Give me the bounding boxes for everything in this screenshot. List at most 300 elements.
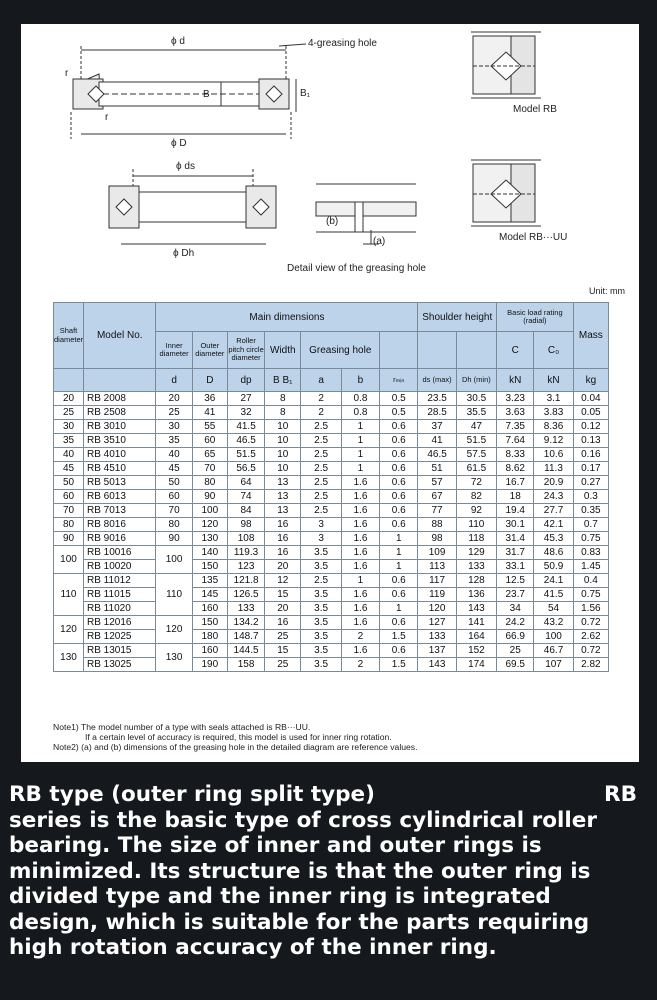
- value-cell: 1: [341, 574, 379, 588]
- table-row: [54, 504, 609, 518]
- value-cell: 3: [301, 532, 341, 546]
- value-cell: 120: [418, 602, 456, 616]
- value-cell: 74: [227, 490, 264, 504]
- description-rb-tag: RB: [604, 782, 637, 807]
- shaft-cell: 80: [54, 518, 84, 532]
- label-model-rb: Model RB: [513, 104, 557, 115]
- model-cell: RB 2508: [84, 406, 156, 420]
- value-cell: 36: [192, 392, 227, 406]
- value-cell: 1.45: [573, 560, 608, 574]
- label-model-rbuu: Model RB···UU: [499, 232, 568, 243]
- inner-diameter-cell: 120: [156, 616, 192, 644]
- header-ds-blank: [418, 332, 456, 369]
- model-cell: RB 5013: [84, 476, 156, 490]
- value-cell: 61.5: [456, 462, 496, 476]
- value-cell: 8: [265, 406, 301, 420]
- value-cell: 3.83: [534, 406, 573, 420]
- value-cell: 12.5: [497, 574, 534, 588]
- value-cell: 127: [418, 616, 456, 630]
- label-r-top: r: [65, 68, 69, 79]
- value-cell: 1: [380, 560, 418, 574]
- value-cell: 16.7: [497, 476, 534, 490]
- value-cell: 47: [456, 420, 496, 434]
- value-cell: 98: [418, 532, 456, 546]
- value-cell: 140: [192, 546, 227, 560]
- label-detail-view: Detail view of the greasing hole: [287, 263, 426, 274]
- value-cell: 1.6: [341, 644, 379, 658]
- value-cell: 144.5: [227, 644, 264, 658]
- header-model-sym: [84, 369, 156, 392]
- value-cell: 23.5: [418, 392, 456, 406]
- value-cell: 0.83: [573, 546, 608, 560]
- header-main-dimensions: Main dimensions: [156, 303, 418, 332]
- value-cell: 0.72: [573, 644, 608, 658]
- header-outer: Outer diameter: [192, 332, 227, 369]
- value-cell: 1: [380, 602, 418, 616]
- header-sym-a: a: [301, 369, 341, 392]
- value-cell: 137: [418, 644, 456, 658]
- value-cell: 7.64: [497, 434, 534, 448]
- table-row: [54, 616, 609, 630]
- value-cell: 0.05: [573, 406, 608, 420]
- value-cell: 54: [534, 602, 573, 616]
- value-cell: 2.5: [301, 462, 341, 476]
- value-cell: 113: [418, 560, 456, 574]
- description-line-6: design, which is suitable for the parts requiring: [9, 909, 590, 935]
- value-cell: 3.5: [301, 602, 341, 616]
- header-pitch: Roller pitch circle diameter: [227, 332, 264, 369]
- value-cell: 3: [301, 518, 341, 532]
- value-cell: 133: [418, 630, 456, 644]
- value-cell: 13: [265, 490, 301, 504]
- value-cell: 126.5: [227, 588, 264, 602]
- value-cell: 40: [156, 448, 192, 462]
- value-cell: 0.16: [573, 448, 608, 462]
- value-cell: 1: [341, 420, 379, 434]
- value-cell: 31.7: [497, 546, 534, 560]
- header-width: Width: [265, 332, 301, 369]
- value-cell: 16: [265, 616, 301, 630]
- value-cell: 100: [192, 504, 227, 518]
- value-cell: 25: [156, 406, 192, 420]
- description-line-1: RB type (outer ring split type): [9, 782, 375, 807]
- label-d: ϕ d: [171, 36, 185, 47]
- value-cell: 2: [301, 392, 341, 406]
- model-cell: RB 10020: [84, 560, 156, 574]
- shaft-cell: 110: [54, 574, 84, 616]
- table-row: [54, 574, 609, 588]
- spec-sheet: [21, 24, 639, 762]
- value-cell: 1.6: [341, 560, 379, 574]
- value-cell: 121.8: [227, 574, 264, 588]
- value-cell: 118: [456, 532, 496, 546]
- value-cell: 42.1: [534, 518, 573, 532]
- model-cell: RB 3510: [84, 434, 156, 448]
- value-cell: 0.6: [380, 588, 418, 602]
- value-cell: 150: [192, 560, 227, 574]
- value-cell: 30.1: [497, 518, 534, 532]
- value-cell: 174: [456, 658, 496, 672]
- value-cell: 90: [192, 490, 227, 504]
- value-cell: 1.6: [341, 476, 379, 490]
- value-cell: 24.3: [534, 490, 573, 504]
- table-row: [54, 392, 609, 406]
- value-cell: 3.5: [301, 630, 341, 644]
- note-2: Note2) (a) and (b) dimensions of the greasing hole in the detailed diagram are reference values.: [53, 742, 418, 752]
- shaft-cell: 30: [54, 420, 84, 434]
- value-cell: 64: [227, 476, 264, 490]
- value-cell: 0.72: [573, 616, 608, 630]
- value-cell: 1.6: [341, 588, 379, 602]
- value-cell: 3.5: [301, 616, 341, 630]
- value-cell: 77: [418, 504, 456, 518]
- label-detail-b: (b): [326, 216, 339, 227]
- value-cell: 46.5: [227, 434, 264, 448]
- value-cell: 0.6: [380, 504, 418, 518]
- value-cell: 51.5: [456, 434, 496, 448]
- value-cell: 0.75: [573, 532, 608, 546]
- shaft-cell: 20: [54, 392, 84, 406]
- value-cell: 90: [156, 532, 192, 546]
- value-cell: 57.5: [456, 448, 496, 462]
- value-cell: 119: [418, 588, 456, 602]
- table-row: [54, 462, 609, 476]
- value-cell: 41: [418, 434, 456, 448]
- value-cell: 133: [227, 602, 264, 616]
- table-row: [54, 434, 609, 448]
- header-sym-dp: dp: [227, 369, 264, 392]
- value-cell: 80: [192, 476, 227, 490]
- value-cell: 129: [456, 546, 496, 560]
- table-row: [54, 560, 609, 574]
- value-cell: 150: [192, 616, 227, 630]
- value-cell: 100: [534, 630, 573, 644]
- value-cell: 43.2: [534, 616, 573, 630]
- value-cell: 16: [265, 546, 301, 560]
- value-cell: 45: [156, 462, 192, 476]
- model-cell: RB 10016: [84, 546, 156, 560]
- model-cell: RB 13015: [84, 644, 156, 658]
- label-Dh: ϕ Dh: [173, 248, 195, 259]
- header-sym-rmin: rₘᵢₙ: [380, 369, 418, 392]
- table-row: [54, 406, 609, 420]
- model-cell: RB 12025: [84, 630, 156, 644]
- shaft-cell: 25: [54, 406, 84, 420]
- model-cell: RB 8016: [84, 518, 156, 532]
- value-cell: 145: [192, 588, 227, 602]
- value-cell: 10: [265, 448, 301, 462]
- value-cell: 37: [418, 420, 456, 434]
- value-cell: 1.6: [341, 602, 379, 616]
- value-cell: 8.62: [497, 462, 534, 476]
- value-cell: 25: [265, 658, 301, 672]
- value-cell: 0.6: [380, 644, 418, 658]
- model-cell: RB 9016: [84, 532, 156, 546]
- description: [9, 782, 651, 961]
- header-shaft: Shaft diameter: [54, 303, 84, 369]
- value-cell: 1.6: [341, 532, 379, 546]
- value-cell: 15: [265, 588, 301, 602]
- table-row: [54, 546, 609, 560]
- value-cell: 0.6: [380, 518, 418, 532]
- header-shoulder: Shoulder height: [418, 303, 497, 332]
- shaft-cell: 35: [54, 434, 84, 448]
- header-sym-dh: Dh (min): [456, 369, 496, 392]
- model-cell: RB 3010: [84, 420, 156, 434]
- value-cell: 70: [192, 462, 227, 476]
- value-cell: 50.9: [534, 560, 573, 574]
- value-cell: 1.6: [341, 616, 379, 630]
- value-cell: 28.5: [418, 406, 456, 420]
- shaft-cell: 50: [54, 476, 84, 490]
- value-cell: 152: [456, 644, 496, 658]
- shaft-cell: 100: [54, 546, 84, 574]
- value-cell: 45.3: [534, 532, 573, 546]
- value-cell: 119.3: [227, 546, 264, 560]
- value-cell: 3.5: [301, 658, 341, 672]
- value-cell: 23.7: [497, 588, 534, 602]
- value-cell: 110: [456, 518, 496, 532]
- value-cell: 1: [341, 462, 379, 476]
- value-cell: 3.63: [497, 406, 534, 420]
- value-cell: 130: [192, 532, 227, 546]
- value-cell: 16: [265, 518, 301, 532]
- shaft-cell: 120: [54, 616, 84, 644]
- value-cell: 1.6: [341, 504, 379, 518]
- value-cell: 20: [156, 392, 192, 406]
- value-cell: 9.12: [534, 434, 573, 448]
- value-cell: 10: [265, 420, 301, 434]
- value-cell: 160: [192, 644, 227, 658]
- value-cell: 2: [341, 630, 379, 644]
- value-cell: 15: [265, 644, 301, 658]
- value-cell: 0.6: [380, 448, 418, 462]
- value-cell: 1.5: [380, 658, 418, 672]
- value-cell: 0.8: [341, 392, 379, 406]
- value-cell: 84: [227, 504, 264, 518]
- value-cell: 34: [497, 602, 534, 616]
- value-cell: 134.2: [227, 616, 264, 630]
- model-cell: RB 2008: [84, 392, 156, 406]
- value-cell: 0.6: [380, 462, 418, 476]
- value-cell: 0.12: [573, 420, 608, 434]
- value-cell: 8.33: [497, 448, 534, 462]
- value-cell: 0.6: [380, 476, 418, 490]
- value-cell: 2.5: [301, 504, 341, 518]
- value-cell: 88: [418, 518, 456, 532]
- value-cell: 1.56: [573, 602, 608, 616]
- shaft-cell: 90: [54, 532, 84, 546]
- header-greasing: Greasing hole: [301, 332, 380, 369]
- shaft-cell: 70: [54, 504, 84, 518]
- model-cell: RB 12016: [84, 616, 156, 630]
- value-cell: 80: [156, 518, 192, 532]
- model-cell: RB 11020: [84, 602, 156, 616]
- value-cell: 148.7: [227, 630, 264, 644]
- spec-table: [53, 302, 609, 672]
- value-cell: 32: [227, 406, 264, 420]
- value-cell: 56.5: [227, 462, 264, 476]
- value-cell: 3.5: [301, 560, 341, 574]
- model-cell: RB 7013: [84, 504, 156, 518]
- value-cell: 0.5: [380, 406, 418, 420]
- table-row: [54, 448, 609, 462]
- value-cell: 128: [456, 574, 496, 588]
- value-cell: 33.1: [497, 560, 534, 574]
- value-cell: 0.6: [380, 574, 418, 588]
- description-line-4: minimized. Its structure is that the outer ring is: [9, 858, 591, 884]
- value-cell: 0.8: [341, 406, 379, 420]
- table-row: [54, 588, 609, 602]
- value-cell: 135: [192, 574, 227, 588]
- value-cell: 70: [156, 504, 192, 518]
- value-cell: 3.5: [301, 644, 341, 658]
- inner-diameter-cell: 110: [156, 574, 192, 616]
- value-cell: 160: [192, 602, 227, 616]
- value-cell: 0.04: [573, 392, 608, 406]
- notes: [53, 722, 623, 752]
- value-cell: 158: [227, 658, 264, 672]
- value-cell: 46.5: [418, 448, 456, 462]
- value-cell: 31.4: [497, 532, 534, 546]
- value-cell: 3.5: [301, 588, 341, 602]
- value-cell: 27: [227, 392, 264, 406]
- value-cell: 141: [456, 616, 496, 630]
- value-cell: 0.13: [573, 434, 608, 448]
- model-cell: RB 4010: [84, 448, 156, 462]
- model-cell: RB 11012: [84, 574, 156, 588]
- header-mass: Mass: [573, 303, 608, 369]
- header-unit-kg: kg: [573, 369, 608, 392]
- label-B1: B₁: [300, 88, 311, 99]
- value-cell: 65: [192, 448, 227, 462]
- label-ds: ϕ ds: [176, 161, 195, 172]
- bearing-drawing: [21, 24, 639, 286]
- value-cell: 10.6: [534, 448, 573, 462]
- header-rmin-blank: [380, 332, 418, 369]
- label-r-bottom: r: [105, 112, 109, 123]
- value-cell: 60: [156, 490, 192, 504]
- header-sym-d: d: [156, 369, 192, 392]
- value-cell: 0.6: [380, 490, 418, 504]
- model-cell: RB 4510: [84, 462, 156, 476]
- value-cell: 0.4: [573, 574, 608, 588]
- header-inner: Inner diameter: [156, 332, 192, 369]
- value-cell: 0.6: [380, 434, 418, 448]
- value-cell: 107: [534, 658, 573, 672]
- label-D: ϕ D: [171, 138, 187, 149]
- note-1b: If a certain level of accuracy is required, this model is used for inner ring rotation.: [85, 732, 392, 742]
- value-cell: 2.5: [301, 574, 341, 588]
- inner-diameter-cell: 130: [156, 644, 192, 672]
- description-line-5: divided type and the inner ring is integrated: [9, 884, 551, 909]
- value-cell: 66.9: [497, 630, 534, 644]
- bearing-diagram: [21, 24, 639, 286]
- value-cell: 24.1: [534, 574, 573, 588]
- table-row: [54, 532, 609, 546]
- value-cell: 20: [265, 560, 301, 574]
- value-cell: 50: [156, 476, 192, 490]
- value-cell: 82: [456, 490, 496, 504]
- value-cell: 13: [265, 476, 301, 490]
- value-cell: 3.5: [301, 546, 341, 560]
- value-cell: 2: [341, 658, 379, 672]
- value-cell: 55: [192, 420, 227, 434]
- table-row: [54, 644, 609, 658]
- value-cell: 180: [192, 630, 227, 644]
- value-cell: 1.6: [341, 546, 379, 560]
- value-cell: 41: [192, 406, 227, 420]
- value-cell: 109: [418, 546, 456, 560]
- table-row: [54, 658, 609, 672]
- value-cell: 133: [456, 560, 496, 574]
- shaft-cell: 130: [54, 644, 84, 672]
- value-cell: 0.5: [380, 392, 418, 406]
- value-cell: 92: [456, 504, 496, 518]
- value-cell: 0.6: [380, 420, 418, 434]
- value-cell: 12: [265, 574, 301, 588]
- table-row: [54, 490, 609, 504]
- value-cell: 10: [265, 462, 301, 476]
- value-cell: 1: [341, 448, 379, 462]
- value-cell: 1.6: [341, 518, 379, 532]
- header-C0: C₀: [534, 332, 573, 369]
- value-cell: 0.7: [573, 518, 608, 532]
- value-cell: 27.7: [534, 504, 573, 518]
- value-cell: 0.6: [380, 616, 418, 630]
- value-cell: 20: [265, 602, 301, 616]
- value-cell: 35.5: [456, 406, 496, 420]
- value-cell: 20.9: [534, 476, 573, 490]
- value-cell: 72: [456, 476, 496, 490]
- value-cell: 0.17: [573, 462, 608, 476]
- table-row: [54, 630, 609, 644]
- header-unit-kn-c: kN: [497, 369, 534, 392]
- value-cell: 143: [456, 602, 496, 616]
- value-cell: 10: [265, 434, 301, 448]
- header-sym-ds: ds (max): [418, 369, 456, 392]
- value-cell: 190: [192, 658, 227, 672]
- model-cell: RB 6013: [84, 490, 156, 504]
- table-row: [54, 602, 609, 616]
- label-greasing-hole: 4-greasing hole: [308, 38, 377, 49]
- value-cell: 0.75: [573, 588, 608, 602]
- value-cell: 1: [341, 434, 379, 448]
- value-cell: 19.4: [497, 504, 534, 518]
- value-cell: 2.62: [573, 630, 608, 644]
- value-cell: 35: [156, 434, 192, 448]
- value-cell: 2.5: [301, 490, 341, 504]
- value-cell: 8.36: [534, 420, 573, 434]
- value-cell: 24.2: [497, 616, 534, 630]
- value-cell: 123: [227, 560, 264, 574]
- value-cell: 98: [227, 518, 264, 532]
- model-cell: RB 11015: [84, 588, 156, 602]
- value-cell: 51: [418, 462, 456, 476]
- description-line-7: high rotation accuracy of the inner ring.: [9, 935, 497, 960]
- value-cell: 51.5: [227, 448, 264, 462]
- value-cell: 0.27: [573, 476, 608, 490]
- value-cell: 2.5: [301, 476, 341, 490]
- value-cell: 67: [418, 490, 456, 504]
- value-cell: 1: [380, 546, 418, 560]
- value-cell: 7.35: [497, 420, 534, 434]
- header-sym-b: b: [341, 369, 379, 392]
- table-row: [54, 476, 609, 490]
- header-shaft-sym: [54, 369, 84, 392]
- header-unit-kn-c0: kN: [534, 369, 573, 392]
- value-cell: 2.82: [573, 658, 608, 672]
